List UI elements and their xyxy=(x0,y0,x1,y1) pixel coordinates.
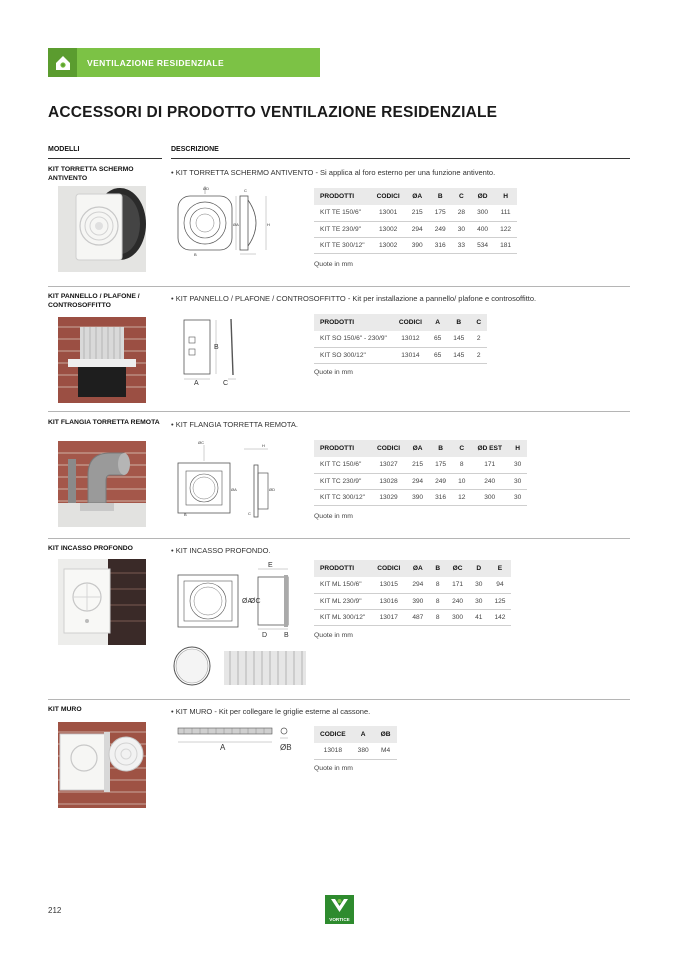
table-row xyxy=(314,489,527,505)
table-row xyxy=(314,577,511,593)
table-cell: 30 xyxy=(452,221,471,237)
table-cell: 33 xyxy=(452,237,471,253)
technical-drawing xyxy=(176,724,306,761)
table-cell: 249 xyxy=(429,221,452,237)
quote-note: Quote in mm xyxy=(314,765,353,772)
table-cell: 142 xyxy=(488,609,511,625)
table-cell: 294 xyxy=(406,473,429,489)
table-cell: 30 xyxy=(469,593,488,609)
table-cell: 10 xyxy=(452,473,471,489)
accessory-duct-illustration xyxy=(224,651,306,690)
drawing-label: B xyxy=(284,632,289,639)
divider xyxy=(48,411,630,412)
product-photo xyxy=(58,559,146,645)
table-cell: KIT TE 230/9" xyxy=(314,221,371,237)
table-header-cell: ØD EST xyxy=(471,440,508,457)
divider xyxy=(48,286,630,287)
section-banner xyxy=(48,48,320,77)
product-photo xyxy=(58,441,146,527)
table-cell: KIT TC 150/6" xyxy=(314,457,371,473)
table-cell: 316 xyxy=(429,489,452,505)
drawing-label: C xyxy=(248,511,251,516)
table-cell: 111 xyxy=(494,205,517,221)
table-row xyxy=(314,743,397,759)
table-cell: 13027 xyxy=(371,457,406,473)
spec-table xyxy=(314,188,517,254)
table-header-cell: H xyxy=(508,440,527,457)
table-cell: 8 xyxy=(429,577,446,593)
table-cell: 13029 xyxy=(371,489,406,505)
table-header-row xyxy=(314,188,517,205)
drawing-label: C xyxy=(223,380,229,387)
table-cell: M4 xyxy=(375,743,397,759)
drawing-label: B xyxy=(184,512,187,517)
table-cell: 13001 xyxy=(371,205,406,221)
table-header-cell: ØA xyxy=(406,188,429,205)
table-cell: 175 xyxy=(429,457,452,473)
drawing-label: ØA xyxy=(242,598,253,605)
table-header-row xyxy=(314,314,487,331)
drawing-label: B xyxy=(194,252,197,257)
drawing-label: A xyxy=(220,743,226,752)
drawing-label: C xyxy=(244,188,247,193)
table-cell: 316 xyxy=(429,237,452,253)
table-cell: 390 xyxy=(406,489,429,505)
table-header-cell: ØC xyxy=(446,560,469,577)
table-cell: 13018 xyxy=(314,743,352,759)
product-description: • KIT INCASSO PROFONDO. xyxy=(171,546,271,555)
table-row xyxy=(314,473,527,489)
table-header-cell: ØA xyxy=(406,560,429,577)
table-cell: 390 xyxy=(406,593,429,609)
table-cell: 400 xyxy=(471,221,494,237)
table-header-row xyxy=(314,440,527,457)
drawing-label: E xyxy=(268,562,273,569)
product-description: • KIT PANNELLO / PLAFONE / CONTROSOFFITTO - Kit per installazione a pannello/ plafone e controsoffitto. xyxy=(171,294,537,303)
product-description: • KIT FLANGIA TORRETTA REMOTA. xyxy=(171,420,298,429)
table-cell: 13028 xyxy=(371,473,406,489)
table-cell: KIT TC 230/9" xyxy=(314,473,371,489)
column-header-models: MODELLI xyxy=(48,146,80,153)
drawing-label: B xyxy=(214,344,219,351)
quote-note: Quote in mm xyxy=(314,261,353,268)
table-cell: 30 xyxy=(469,577,488,593)
accessory-ring-illustration xyxy=(172,645,212,692)
table-cell: 145 xyxy=(447,331,470,347)
product-photo xyxy=(58,722,146,808)
product-section-incasso xyxy=(48,545,630,700)
table-cell: 215 xyxy=(406,457,429,473)
table-cell: 65 xyxy=(428,331,447,347)
table-cell: 30 xyxy=(508,473,527,489)
table-header-cell: PRODOTTI xyxy=(314,188,371,205)
vortice-logo-text: VORTICE xyxy=(325,915,354,924)
drawing-label: A xyxy=(194,380,199,387)
product-photo xyxy=(58,186,146,272)
table-cell: KIT TC 300/12" xyxy=(314,489,371,505)
product-description: • KIT TORRETTA SCHERMO ANTIVENTO - Si applica al foro esterno per una funzione antivento. xyxy=(171,168,496,177)
drawing-label: ØB xyxy=(280,743,292,752)
divider xyxy=(48,538,630,539)
table-header-cell: ØB xyxy=(375,726,397,743)
table-cell: 215 xyxy=(406,205,429,221)
table-cell: 534 xyxy=(471,237,494,253)
table-cell: 13017 xyxy=(371,609,406,625)
divider xyxy=(171,158,630,159)
technical-drawing xyxy=(174,559,304,644)
table-cell: 300 xyxy=(446,609,469,625)
spec-table xyxy=(314,440,527,506)
table-cell: 13014 xyxy=(393,347,428,363)
table-cell: 145 xyxy=(447,347,470,363)
table-row xyxy=(314,457,527,473)
table-header-cell: PRODOTTI xyxy=(314,314,393,331)
table-row xyxy=(314,237,517,253)
model-name: KIT PANNELLO / PLAFONE / CONTROSOFFITTO xyxy=(48,293,140,309)
table-cell: 41 xyxy=(469,609,488,625)
table-cell: 294 xyxy=(406,221,429,237)
quote-note: Quote in mm xyxy=(314,369,353,376)
page-title: ACCESSORI DI PRODOTTO VENTILAZIONE RESIDENZIALE xyxy=(48,104,498,121)
table-cell: KIT TE 150/6" xyxy=(314,205,371,221)
table-header-cell: C xyxy=(452,188,471,205)
table-cell: 13002 xyxy=(371,237,406,253)
drawing-label: ØA xyxy=(231,487,237,492)
table-cell: 13016 xyxy=(371,593,406,609)
product-section-torretta xyxy=(48,166,630,286)
table-header-cell: PRODOTTI xyxy=(314,440,371,457)
technical-drawing xyxy=(174,315,244,390)
table-cell: 28 xyxy=(452,205,471,221)
model-name: KIT MURO xyxy=(48,706,82,713)
table-header-cell: B xyxy=(429,560,446,577)
table-header-cell: CODICE xyxy=(314,726,352,743)
table-header-cell: CODICI xyxy=(393,314,428,331)
product-description: • KIT MURO - Kit per collegare le griglie esterne al cassone. xyxy=(171,707,371,716)
drawing-label: ØC xyxy=(250,598,261,605)
table-cell: 380 xyxy=(352,743,375,759)
table-header-cell: CODICI xyxy=(371,188,406,205)
table-cell: 2 xyxy=(470,347,487,363)
table-cell: 294 xyxy=(406,577,429,593)
table-row xyxy=(314,205,517,221)
table-header-cell: B xyxy=(429,440,452,457)
table-header-cell: E xyxy=(488,560,511,577)
table-cell: KIT TE 300/12" xyxy=(314,237,371,253)
divider xyxy=(48,158,162,159)
divider xyxy=(48,699,630,700)
drawing-label: ØD xyxy=(203,186,209,191)
technical-drawing xyxy=(174,186,272,263)
table-cell: 240 xyxy=(446,593,469,609)
spec-table xyxy=(314,726,397,760)
table-header-row xyxy=(314,560,511,577)
table-header-cell: H xyxy=(494,188,517,205)
table-header-cell: C xyxy=(452,440,471,457)
table-header-row xyxy=(314,726,397,743)
product-section-muro xyxy=(48,706,630,816)
table-row xyxy=(314,221,517,237)
table-cell: 181 xyxy=(494,237,517,253)
column-header-description: DESCRIZIONE xyxy=(171,146,219,153)
table-header-cell: CODICI xyxy=(371,440,406,457)
table-row xyxy=(314,593,511,609)
spec-table xyxy=(314,314,487,364)
table-cell: 175 xyxy=(429,205,452,221)
table-cell: 13012 xyxy=(393,331,428,347)
model-name: KIT INCASSO PROFONDO xyxy=(48,545,133,552)
table-cell: 13002 xyxy=(371,221,406,237)
table-cell: 487 xyxy=(406,609,429,625)
page-number: 212 xyxy=(48,906,62,915)
drawing-label: D xyxy=(262,632,268,639)
table-cell: 171 xyxy=(446,577,469,593)
spec-table xyxy=(314,560,511,626)
table-cell: 240 xyxy=(471,473,508,489)
table-header-cell: ØD xyxy=(471,188,494,205)
table-cell: KIT SO 300/12" xyxy=(314,347,393,363)
table-header-cell: ØA xyxy=(406,440,429,457)
table-header-cell: B xyxy=(447,314,470,331)
table-cell: 8 xyxy=(429,593,446,609)
table-cell: 30 xyxy=(508,457,527,473)
table-cell: 125 xyxy=(488,593,511,609)
table-cell: 65 xyxy=(428,347,447,363)
product-photo xyxy=(58,317,146,403)
product-section-flangia xyxy=(48,419,630,539)
table-cell: 122 xyxy=(494,221,517,237)
table-cell: 249 xyxy=(429,473,452,489)
table-row xyxy=(314,347,487,363)
drawing-label: H xyxy=(267,222,270,227)
table-header-cell: CODICI xyxy=(371,560,406,577)
model-name: KIT TORRETTA SCHERMO ANTIVENTO xyxy=(48,166,134,182)
table-cell: 12 xyxy=(452,489,471,505)
table-header-cell: PRODOTTI xyxy=(314,560,371,577)
table-cell: KIT ML 150/6" xyxy=(314,577,371,593)
table-header-cell: A xyxy=(352,726,375,743)
quote-note: Quote in mm xyxy=(314,513,353,520)
table-row xyxy=(314,609,511,625)
table-cell: 94 xyxy=(488,577,511,593)
drawing-label: ØD xyxy=(269,487,275,492)
table-cell: 30 xyxy=(508,489,527,505)
table-cell: 8 xyxy=(429,609,446,625)
table-header-cell: A xyxy=(428,314,447,331)
product-section-pannello xyxy=(48,293,630,411)
table-header-cell: C xyxy=(470,314,487,331)
drawing-label: H xyxy=(262,443,265,448)
table-cell: KIT ML 300/12" xyxy=(314,609,371,625)
table-cell: KIT SO 150/6" - 230/9" xyxy=(314,331,393,347)
drawing-label: ØC xyxy=(198,440,204,445)
table-cell: 13015 xyxy=(371,577,406,593)
technical-drawing xyxy=(174,439,274,522)
table-cell: 171 xyxy=(471,457,508,473)
table-header-cell: B xyxy=(429,188,452,205)
table-cell: 300 xyxy=(471,205,494,221)
table-cell: KIT ML 230/9" xyxy=(314,593,371,609)
table-cell: 300 xyxy=(471,489,508,505)
model-name: KIT FLANGIA TORRETTA REMOTA xyxy=(48,419,160,426)
table-row xyxy=(314,331,487,347)
table-cell: 2 xyxy=(470,331,487,347)
banner-title: VENTILAZIONE RESIDENZIALE xyxy=(87,57,225,68)
house-fan-icon xyxy=(48,48,77,77)
drawing-label: ØA xyxy=(233,222,239,227)
table-cell: 390 xyxy=(406,237,429,253)
table-header-cell: D xyxy=(469,560,488,577)
table-cell: 8 xyxy=(452,457,471,473)
quote-note: Quote in mm xyxy=(314,632,353,639)
